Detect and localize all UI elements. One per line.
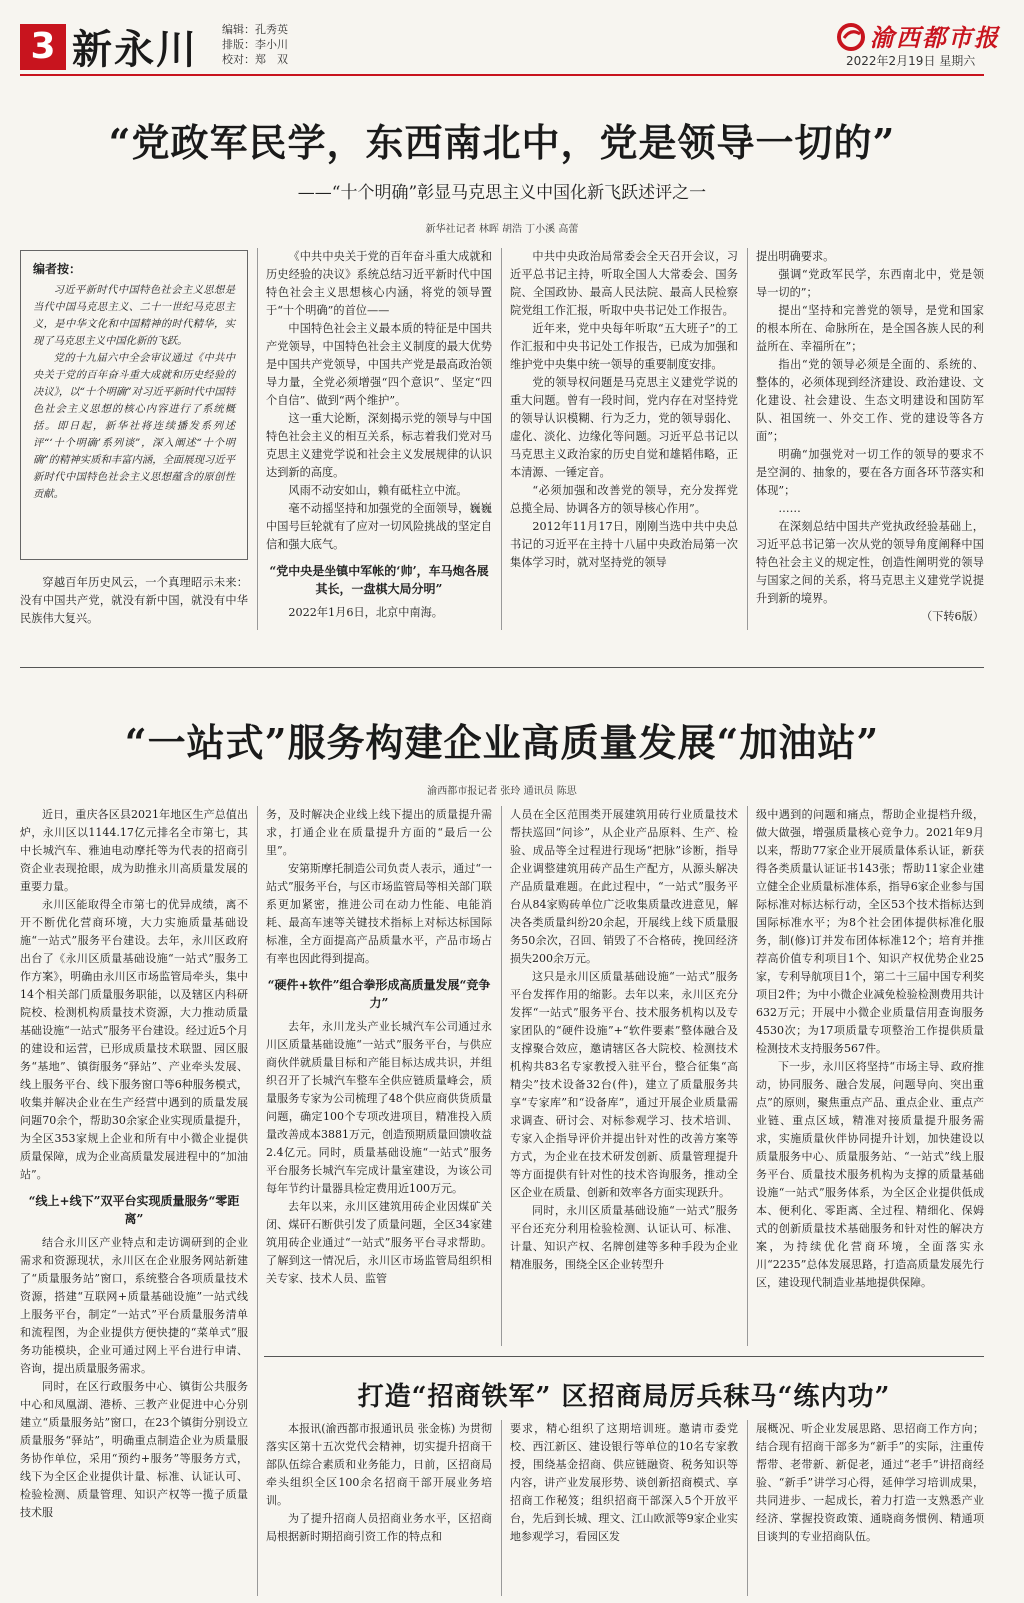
- layout-line: 排版：李小川: [222, 38, 288, 51]
- paragraph: 本报讯(渝西都市报通讯员 张金栋) 为贯彻落实区第十五次党代会精神，切实提升招商干部队伍综合素质和业务能力，日前，区招商局牵头组织全区100余名招商干部开展业务培训。: [266, 1422, 492, 1507]
- paragraph: 党的领导权问题是马克思主义建党学说的重大问题。曾有一段时间，党内存在对坚持党的领导认识模糊、行为乏力，党的领导弱化、虚化、淡化、边缘化等问题。习近平总书记以马克思主义政治家的历史自觉和雄韬伟略，正本清源、一锤定音。: [510, 376, 738, 479]
- editor-note-title: 编者按：: [33, 262, 82, 276]
- article1-column-3: [510, 248, 738, 572]
- column-divider: [747, 1420, 748, 1596]
- section-title: 新永川: [72, 26, 198, 73]
- paragraph: 级中遇到的问题和痛点，帮助企业提档升级，做大做强，增强质量核心竞争力。2021年9月以来，帮助77家企业开展质量体系认证，新获得各类质量认证证书143张；帮助11家企业建立健全企业质量标准体系，指导6家企业参与国际标准对标达标行动，全区53个技术指标达到国际标准水平；为8个社会团体提供标准化服务，制(修)订并发布团体标准12个；培育并推荐高价值专利项目1个、知识产权优势企业25家，专利导航项目1个，第二十三届中国专利奖项目2件；为中小微企业减免检验检测费用共计632万元；开展中小微企业质量信用查询服务4530次；为17项质量专项整治工作提供质量检测技术支持服务567件。: [756, 808, 984, 1055]
- subheading: “线上+线下”双平台实现质量服务“零距离”: [28, 1194, 240, 1226]
- paragraph: 永川区能取得全市第七的优异成绩，离不开不断优化营商环境，大力实施质量基础设施“一站式”服务平台建设。去年，永川区政府出台了《永川区质量基础设施“一站式”服务工作方案》，明确由永川区市场监管局牵头，集中14个相关部门质量服务职能，以及辖区内科研院校、检测机构质量技术资源，大力推动质量基础设施“一站式”服务平台建设。经过近5个月的建设和运营，已形成质量技术联盟、园区服务“基地”、镇街服务“驿站”、产业牵头发展、线上服务平台、线下服务窗口等6种服务模式，收集并解决企业在生产经营中遇到的质量发展问题70余个，帮助30余家企业实现质量提升，为全区353家规上企业和所有中小微企业提供质量保障，成为企业高质量发展进程中的“加油站”。: [20, 898, 248, 1181]
- page-number-badge: 3: [20, 24, 66, 70]
- editor-note-paragraph: 习近平新时代中国特色社会主义思想是当代中国马克思主义、二十一世纪马克思主义，是中华文化和中国精神的时代精华，实现了马克思主义中国化新的飞跃。: [33, 284, 235, 347]
- paragraph: 中国特色社会主义最本质的特征是中国共产党领导，中国特色社会主义制度的最大优势是中国共产党领导，中国共产党是最高政治领导力量，全党必须增强“四个意识”、坚定“四个自信”、做到“两个维护”。: [266, 322, 492, 407]
- paragraph: 为了提升招商人员招商业务水平，区招商局根据新时期招商引资工作的特点和: [266, 1512, 492, 1543]
- paragraph: 在深刻总结中国共产党执政经验基础上，习近平总书记第一次从党的领导角度阐释中国特色社会主义的规定性，创造性阐明党的领导与国家之间的关系，将马克思主义建党学说提升到新的境界。: [756, 520, 984, 605]
- column-divider: [747, 806, 748, 1346]
- article2-column-4: [756, 806, 984, 1292]
- editor-line: 编辑：孔秀英: [222, 23, 288, 36]
- article2-byline: 渝西都市报记者 张玲 通讯员 陈思: [427, 786, 577, 797]
- subheading: “硬件+软件”组合拳形成高质量发展“竞争力”: [267, 978, 491, 1010]
- paragraph: 安第斯摩托制造公司负责人表示，通过“一站式”服务平台，与区市场监管局等相关部门联系更加紧密，推进公司在动力性能、电能消耗、最高车速等关键技术指标上对标达标国际标准，全方面提高产品质量水平，产品市场占有率也因此得到提高。: [266, 862, 492, 965]
- paragraph: 去年以来，永川区建筑用砖企业因煤矿关闭、煤矸石断供引发了质量问题，全区34家建筑用砖企业通过“一站式”服务平台寻求帮助。了解到这一情况后，永川区市场监管局组织相关专家、技术人员、监管: [266, 1200, 492, 1285]
- article2-headline: “一站式”服务构建企业高质量发展“加油站”: [124, 720, 880, 765]
- paragraph: 这只是永川区质量基础设施“一站式”服务平台发挥作用的缩影。去年以来，永川区充分发挥“一站式”服务平台、技术服务机构以及专家团队的“硬件设施”+“软件要素”整体融合及支撑聚合效应，邀请辖区各大院校、检测技术机构共83名专家教授入驻平台，整合征集“高精尖”技术设备32台(件)，建立了质量服务共享“专家库”和“设备库”，通过开展企业质量需求调查、研讨会、对标参观学习、技术培训、专家入企指导评价并提出针对性的改善方案等方式，为企业在技术研发创新、质量管理提升等方面提供有针对性的技术咨询服务，推动全区企业在质量、创新和效率各方面实现跃升。: [510, 970, 738, 1199]
- paragraph: 风雨不动安如山，赖有砥柱立中流。: [288, 484, 468, 497]
- paragraph: 穿越百年历史风云，一个真理昭示未来：没有中国共产党，就没有新中国，就没有中华民族伟大复兴。: [20, 576, 248, 625]
- paragraph: 明确“加强党对一切工作的领导的要求不是空洞的、抽象的，要在各方面各环节落实和体现”；: [756, 448, 984, 497]
- paragraph: 毫不动摇坚持和加强党的全面领导，巍巍中国号巨轮就有了应对一切风险挑战的坚定自信和强大底气。: [266, 502, 492, 551]
- column-divider: [257, 248, 258, 630]
- proofread-line: 校对：郑 双: [222, 53, 288, 66]
- continued-note: （下转6版）: [920, 610, 984, 623]
- paragraph: 《中共中央关于党的百年奋斗重大成就和历史经验的决议》系统总结习近平新时代中国特色社会主义思想核心内涵，将党的领导置于“十个明确”的首位——: [266, 250, 492, 317]
- subheading: “党中央是坐镇中军帐的‘帅’，车马炮各展其长，一盘棋大局分明”: [269, 564, 489, 596]
- article1-subtitle: ——“十个明确”彰显马克思主义中国化新飞跃述评之一: [297, 183, 707, 203]
- column-divider: [501, 1420, 502, 1596]
- newspaper-name: 渝西都市报: [870, 23, 1000, 52]
- paragraph: ……: [778, 502, 801, 515]
- article2-column-3: [510, 806, 738, 1274]
- article3-headline: 打造“招商铁军” 区招商局厉兵秣马“练内功”: [357, 1382, 891, 1412]
- paragraph: 去年，永川龙头产业长城汽车公司通过永川区质量基础设施“一站式”服务平台，与供应商伙伴就质量目标和产能目标达成共识，并组织召开了长城汽车整车全供应链质量峰会，质量服务专家为公司梳理了48个供应商供货质量问题，确定100个专项改进项目，精准投入质量改善成本3881万元，创造预期质量回馈收益2.4亿元。同时，质量基础设施“一站式”服务平台服务长城汽车完成计量室建设，为该公司每年节约计量器具检定费用近100万元。: [266, 1020, 492, 1195]
- paragraph: 要求，精心组织了这期培训班。邀请市委党校、西江新区、建设银行等单位的10名专家教授，围绕基金招商、供应链融资、税务知识等内容，讲产业发展形势、谈创新招商模式、享招商工作秘笈；组织招商干部深入5个开放平台，先后到长城、理文、江山欧派等9家企业实地参观学习，看园区发: [510, 1422, 738, 1543]
- article3-column-2: [510, 1420, 738, 1546]
- paragraph: “必须加强和改善党的领导，充分发挥党总揽全局、协调各方的领导核心作用”。: [510, 484, 738, 515]
- article3-column-1: [266, 1420, 492, 1546]
- editor-note-paragraph: 党的十九届六中全会审议通过《中共中央关于党的百年奋斗重大成就和历史经验的决议》，以“十个明确”对习近平新时代中国特色社会主义思想的核心内容进行了系统概括。即日起，新华社将连续播发系列述评“‘十个明确’系列谈”，深入阐述“十个明确”的精神实质和丰富内涵，全面展现习近平新时代中国特色社会主义思想蕴含的原创性贡献。: [33, 352, 235, 500]
- article-separator: [264, 1356, 984, 1357]
- paragraph: 提出明确要求。: [756, 250, 835, 263]
- issue-date: 2022年2月19日 星期六: [846, 54, 976, 68]
- paragraph: 务，及时解决企业线上线下提出的质量提升需求，打通企业在质量提升方面的“最后一公里”。: [266, 808, 492, 857]
- paragraph: 指出“党的领导必须是全面的、系统的、整体的，必须体现到经济建设、政治建设、文化建设、社会建设、生态文明建设和国防军队、祖国统一、外交工作、党的建设等各方面”；: [756, 358, 984, 443]
- paragraph: 提出“坚持和完善党的领导，是党和国家的根本所在、命脉所在，是全国各族人民的利益所在、幸福所在”；: [756, 304, 984, 353]
- paragraph: 展概况、听企业发展思路、思招商工作方向；结合现有招商干部多为“新手”的实际，注重传帮带、老带新、新促老，通过“老手”讲招商经验、“新手”讲学习心得，延伸学习培训成果，共同进步、一起成长，着力打造一支熟悉产业经济、掌握投资政策、通晓商务惯例、精通项目谈判的专业招商队伍。: [756, 1422, 984, 1543]
- paragraph: 下一步，永川区将坚持“市场主导、政府推动，协同服务、融合发展，问题导向、突出重点”的原则，聚焦重点产品、重点企业、重点产业链、重点区域，精准对接质量提升服务需求，实施质量伙伴协同提升计划，加快建设以质量服务中心、质量服务站、“一站式”线上服务平台、质量技术服务机构为支撑的质量基础设施“一站式”服务体系，为全区企业提供低成本、便利化、零距离、全过程、精细化、保姆式的创新质量技术基础服务和针对性的解决方案，为持续优化营商环境，全面落实永川“2235”总体发展思路，打造高质量发展先行区，建设现代制造业基地提供保障。: [756, 1060, 984, 1289]
- paragraph: 2022年1月6日，北京中南海。: [288, 606, 443, 619]
- paragraph: 2012年11月17日，刚刚当选中共中央总书记的习近平在主持十八届中央政治局第一次集体学习时，就对坚持党的领导: [510, 520, 738, 569]
- paragraph: 近日，重庆各区县2021年地区生产总值出炉，永川区以1144.17亿元排名全市第七，其中长城汽车、雅迪电动摩托等为代表的招商引资企业表现抢眼，成为助推永川高质量发展的重要力量。: [20, 808, 248, 893]
- article1-byline: 新华社记者 林晖 胡浩 丁小溪 高蕾: [425, 224, 579, 235]
- article2-column-2: [266, 806, 492, 1288]
- paragraph: 中共中央政治局常委会全天召开会议，习近平总书记主持，听取全国人大常委会、国务院、全国政协、最高人民法院、最高人民检察院党组工作汇报，听取中央书记处工作报告。: [510, 250, 738, 317]
- column-divider: [501, 806, 502, 1346]
- article1-column-4: [756, 248, 984, 626]
- article1-column-2: [266, 248, 492, 622]
- article1-headline: “党政军民学，东西南北中，党是领导一切的”: [108, 120, 896, 165]
- paragraph: 这一重大论断，深刻揭示党的领导与中国特色社会主义的相互关系，标志着我们党对马克思主义建党学说和社会主义发展规律的认识达到新的高度。: [266, 412, 492, 479]
- paragraph: 同时，永川区质量基础设施“一站式”服务平台还充分利用检验检测、认证认可、标准、计量、知识产权、名牌创建等多种手段为企业精准服务，围绕全区企业转型升: [510, 1204, 738, 1271]
- editor-credits: [222, 22, 288, 67]
- paragraph: 结合永川区产业特点和走访调研到的企业需求和资源现状，永川区在企业服务网站新建了“质量服务站”窗口，系统整合各项质量技术资源，搭建“互联网+质量基础设施”一站式线上服务平台，制定“一站式”平台质量服务清单和流程图，为企业提供方便快捷的“菜单式”服务功能模块，企业可通过网上平台进行申请、咨询，提出质量服务需求。: [20, 1236, 248, 1375]
- article1-column-1: [20, 574, 248, 628]
- article2-column-1: [20, 806, 248, 1522]
- article-separator: [20, 667, 984, 668]
- column-divider: [501, 248, 502, 630]
- newspaper-logo-icon: [836, 22, 866, 52]
- paragraph: 人员在全区范围类开展建筑用砖行业质量技术帮扶巡回“问诊”，从企业产品原料、生产、检验、成品等全过程进行现场“把脉”诊断，指导企业调整建筑用砖产品生产配方，从源头解决产品质量难题。在此过程中，“一站式”服务平台从84家购砖单位广泛收集质量改进意见，解决各类质量纠纷20余起，开展线上线下质量服务50余次，召回、销毁了不合格砖，挽回经济损失200余万元。: [510, 808, 738, 965]
- masthead-rule: [20, 74, 984, 76]
- column-divider: [747, 248, 748, 630]
- paragraph: 同时，在区行政服务中心、镇街公共服务中心和凤凰湖、港桥、三教产业促进中心分别建立“质量服务站”窗口，在23个镇街分别设立质量服务“驿站”，明确重点制造企业为质量服务协作单位，采用“预约+服务”等服务方式，线下为全区企业提供计量、标准、认证认可、检验检测、质量管理、知识产权等一揽子质量技术服: [20, 1380, 248, 1519]
- editor-note-box: [20, 250, 248, 560]
- paragraph: 强调“党政军民学，东西南北中，党是领导一切的”；: [756, 268, 984, 299]
- column-divider: [257, 806, 258, 1596]
- article3-column-3: [756, 1420, 984, 1546]
- paragraph: 近年来，党中央每年听取“五大班子”的工作汇报和中央书记处工作报告，已成为加强和维护党中央集中统一领导的重要制度安排。: [510, 322, 738, 371]
